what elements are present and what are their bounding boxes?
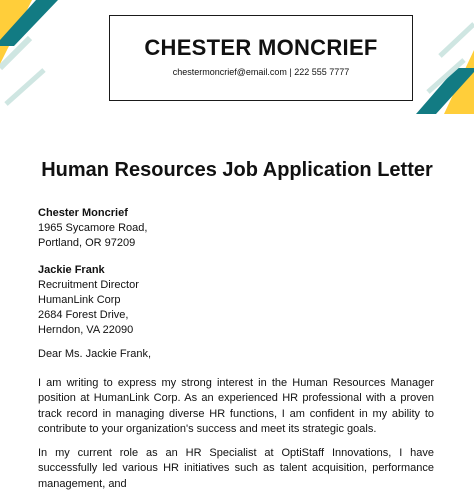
contact-info: chestermoncrief@email.com | 222 555 7777 bbox=[172, 67, 350, 77]
salutation bbox=[38, 347, 438, 362]
header-box bbox=[109, 15, 413, 101]
applicant-name: CHESTER MONCRIEF bbox=[144, 35, 378, 60]
sender-address-line1: 1965 Sycamore Road, bbox=[38, 222, 148, 234]
recipient-address-line1: 2684 Forest Drive, bbox=[38, 309, 129, 321]
salutation-text: Dear Ms. Jackie Frank, bbox=[38, 348, 152, 360]
body-paragraph-2: In my current role as an HR Specialist at OptiStaff Innovations, I have successfully led various HR initiatives such as talent acquisition, performance management, and bbox=[38, 447, 434, 490]
recipient-address-line2: Herndon, VA 22090 bbox=[38, 324, 134, 336]
sender-address-line2: Portland, OR 97209 bbox=[38, 237, 136, 249]
recipient-block bbox=[38, 263, 438, 338]
body-paragraph-1: I am writing to express my strong interest in the Human Resources Manager position at HumanLink Corp. As an experienced HR professional with a proven track record in managing diverse HR functions, I am confident in my ability to contribute to your organization's success and meet its strategic goals. bbox=[38, 377, 434, 436]
recipient-name: Jackie Frank bbox=[38, 264, 105, 276]
recipient-company: HumanLink Corp bbox=[38, 294, 121, 306]
recipient-position: Recruitment Director bbox=[38, 279, 139, 291]
sender-name: Chester Moncrief bbox=[38, 207, 128, 219]
letter-title: Human Resources Job Application Letter bbox=[41, 159, 433, 181]
sender-block bbox=[38, 206, 438, 251]
